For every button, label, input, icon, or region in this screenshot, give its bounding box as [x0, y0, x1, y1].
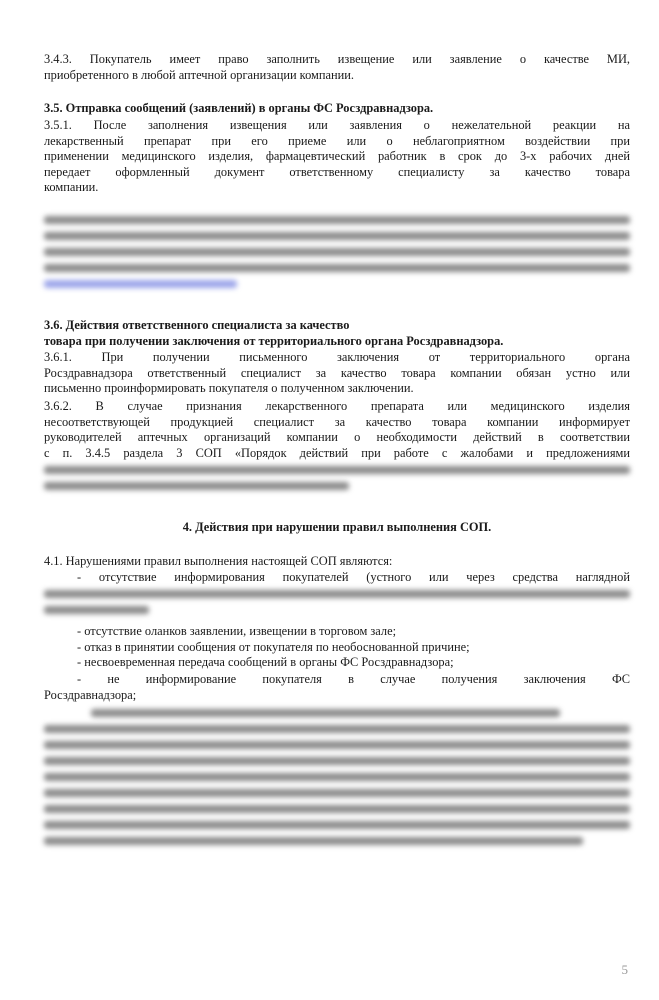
heading-line: товара при получении заключения от территориального органа Росздравнадзора. [44, 333, 504, 348]
blurred-text-region [44, 709, 630, 853]
list-item: - отказ в принятии сообщения от покупателя по необоснованной причине; [77, 639, 470, 654]
paragraph-3-6-2 [44, 399, 630, 461]
list-item [44, 672, 630, 703]
text-line: Росздравнадзора; [44, 687, 137, 702]
text-line: с п. 3.4.5 раздела 3 СОП «Порядок действий при работе с жалобами и предложениями [44, 445, 630, 460]
violations-list [44, 624, 630, 671]
blurred-text-region [44, 216, 630, 296]
paragraph-3-5-1 [44, 118, 630, 196]
text-line: 3.6.2. В случае признания лекарственного препарата или медицинского изделия [44, 399, 630, 413]
text-line: несоответствующей продукцией специалист за качество товара компании информирует [44, 414, 630, 429]
text-line: руководителей аптечных организаций компании о необходимости действий в соответствии [44, 430, 630, 445]
paragraph-3-4-3 [44, 52, 630, 83]
blurred-text-region [44, 590, 630, 622]
text-line: письменно проинформировать покупателя о полученном заключении. [44, 381, 414, 396]
text-line: 3.6.1. При получении письменного заключения от территориального органа [44, 350, 630, 364]
section-heading-3-5: 3.5. Отправка сообщений (заявлений) в органы ФС Росздравнадзора. [44, 101, 434, 115]
text-line: лекарственный препарат при его приеме или о неблагоприятном воздействии при [44, 133, 630, 148]
text-line: 3.5.1. После заполнения извещения или заявления о нежелательной реакции на [44, 118, 630, 132]
list-item [44, 570, 630, 586]
paragraph-3-6-1 [44, 350, 630, 397]
text-line: приобретенного в любой аптечной организации компании. [44, 67, 354, 82]
text-line: компании. [44, 180, 99, 195]
section-heading-3-6 [44, 318, 630, 349]
text-line: применении медицинского изделия, фармацевтический работник в срок до 3-х рабочих дней [44, 149, 630, 164]
text-line: 3.4.3. Покупатель имеет право заполнить извещение или заявление о качестве МИ, [44, 52, 630, 66]
page-number: 5 [621, 962, 628, 977]
list-item: - отсутствие оланков заявлении, извещении в торговом зале; [77, 624, 397, 638]
text-line: - отсутствие информирования покупателей (устного или через средства наглядной [77, 570, 630, 584]
section-heading-4: 4. Действия при нарушении правил выполнения СОП. [182, 520, 492, 534]
heading-line: 3.6. Действия ответственного специалиста за качество [44, 318, 350, 332]
text-line: - не информирование покупателя в случае получения заключения ФС [77, 672, 630, 686]
list-item: - несвоевременная передача сообщений в органы ФС Росздравнадзора; [77, 655, 454, 670]
text-line: Росздравнадзора ответственный специалист за качество товара компании обязан устно или [44, 365, 630, 380]
text-line: передает оформленный документ ответственному специалисту за качество товара [44, 164, 630, 179]
blurred-text-region [44, 466, 630, 498]
paragraph-4-1: 4.1. Нарушениями правил выполнения настоящей СОП являются: [44, 554, 393, 568]
